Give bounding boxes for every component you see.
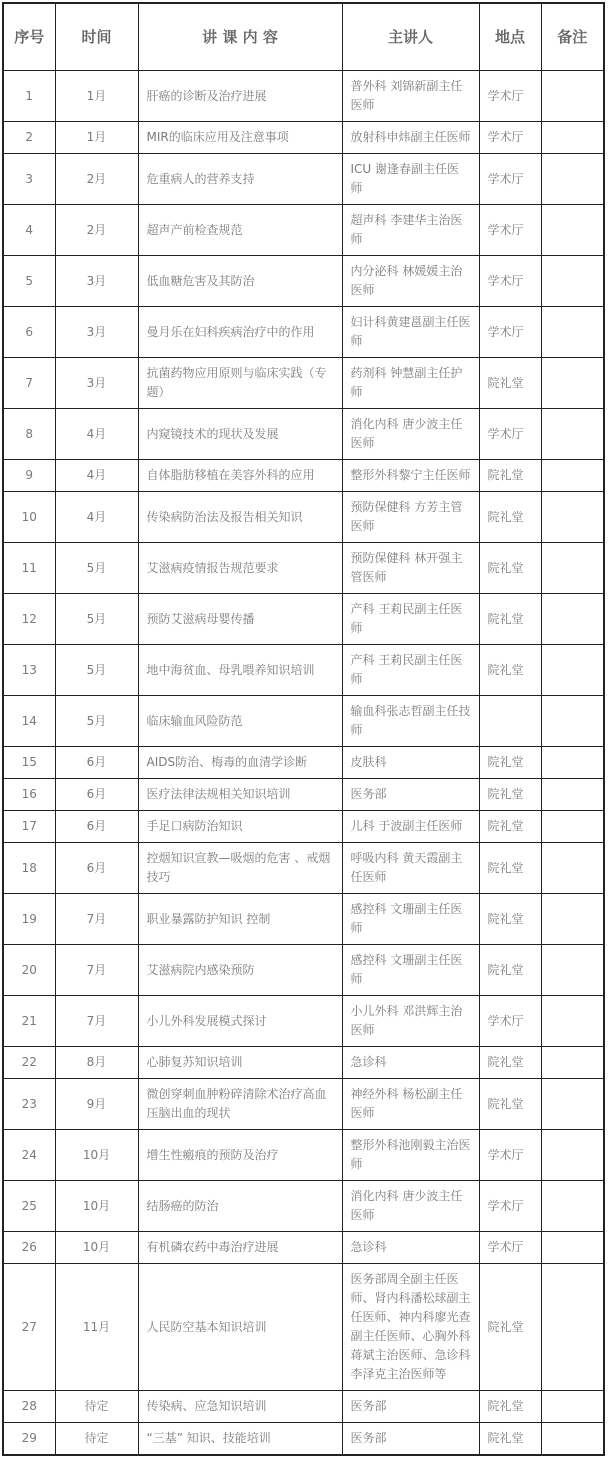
cell-time: 3月 [55, 358, 138, 409]
cell-time: 2月 [55, 154, 138, 205]
cell-content: AIDS防治、梅毒的血清学诊断 [138, 747, 342, 779]
cell-index: 7 [3, 358, 55, 409]
cell-remark [541, 460, 604, 492]
table-row [3, 594, 604, 645]
cell-remark [541, 843, 604, 894]
cell-speaker: 感控科 文珊副主任医师 [342, 945, 479, 996]
cell-content: 微创穿刺血肿粉碎清除术治疗高血压脑出血的现状 [138, 1079, 342, 1130]
cell-time: 7月 [55, 996, 138, 1047]
header-cell-remark: 备注 [541, 3, 604, 71]
table-row [3, 1079, 604, 1130]
cell-remark [541, 71, 604, 122]
cell-index: 2 [3, 122, 55, 154]
cell-time: 11月 [55, 1264, 138, 1391]
cell-index: 12 [3, 594, 55, 645]
cell-location: 院礼堂 [479, 945, 541, 996]
table-body [3, 71, 604, 1456]
cell-content: 超声产前检查规范 [138, 205, 342, 256]
cell-remark [541, 696, 604, 747]
cell-location: 院礼堂 [479, 543, 541, 594]
header-cell-time: 时间 [55, 3, 138, 71]
cell-index: 21 [3, 996, 55, 1047]
cell-speaker: 医务部 [342, 1423, 479, 1456]
cell-index: 29 [3, 1423, 55, 1456]
table-row [3, 945, 604, 996]
cell-content: 地中海贫血、母乳喂养知识培训 [138, 645, 342, 696]
table-row [3, 71, 604, 122]
table-row [3, 894, 604, 945]
cell-location: 学术厅 [479, 71, 541, 122]
cell-location: 院礼堂 [479, 1391, 541, 1423]
cell-remark [541, 256, 604, 307]
cell-content: 传染病、应急知识培训 [138, 1391, 342, 1423]
cell-remark [541, 543, 604, 594]
cell-time: 5月 [55, 543, 138, 594]
table-row [3, 409, 604, 460]
cell-time: 待定 [55, 1391, 138, 1423]
cell-time: 5月 [55, 594, 138, 645]
cell-index: 14 [3, 696, 55, 747]
cell-content: MIR的临床应用及注意事项 [138, 122, 342, 154]
table-row [3, 122, 604, 154]
cell-index: 10 [3, 492, 55, 543]
cell-time: 4月 [55, 460, 138, 492]
table-row [3, 543, 604, 594]
cell-location: 院礼堂 [479, 843, 541, 894]
cell-content: 预防艾滋病母婴传播 [138, 594, 342, 645]
cell-index: 28 [3, 1391, 55, 1423]
header-cell-location: 地点 [479, 3, 541, 71]
table-row [3, 1232, 604, 1264]
cell-content: 艾滋病疫情报告规范要求 [138, 543, 342, 594]
cell-index: 22 [3, 1047, 55, 1079]
table-row [3, 996, 604, 1047]
cell-time: 待定 [55, 1423, 138, 1456]
cell-location: 学术厅 [479, 307, 541, 358]
cell-index: 8 [3, 409, 55, 460]
cell-location: 院礼堂 [479, 1047, 541, 1079]
cell-content: 医疗法律法规相关知识培训 [138, 779, 342, 811]
cell-location: 院礼堂 [479, 747, 541, 779]
header-cell-index: 序号 [3, 3, 55, 71]
cell-time: 6月 [55, 811, 138, 843]
cell-content: 增生性瘢痕的预防及治疗 [138, 1130, 342, 1181]
cell-speaker: 皮肤科 [342, 747, 479, 779]
cell-index: 13 [3, 645, 55, 696]
table-row [3, 460, 604, 492]
cell-location: 学术厅 [479, 1232, 541, 1264]
table-row [3, 1181, 604, 1232]
cell-speaker: 整形外科池刚毅主治医师 [342, 1130, 479, 1181]
cell-speaker: 普外科 刘锦新副主任医师 [342, 71, 479, 122]
cell-speaker: 消化内科 唐少波主任医师 [342, 1181, 479, 1232]
cell-content: “三基” 知识、技能培训 [138, 1423, 342, 1456]
cell-remark [541, 1047, 604, 1079]
cell-remark [541, 205, 604, 256]
cell-time: 10月 [55, 1181, 138, 1232]
cell-remark [541, 894, 604, 945]
cell-time: 7月 [55, 894, 138, 945]
cell-speaker: 药剂科 钟慧副主任护师 [342, 358, 479, 409]
table-row [3, 843, 604, 894]
header-row [3, 3, 604, 71]
cell-location: 院礼堂 [479, 1264, 541, 1391]
lecture-schedule-table [2, 2, 605, 1456]
cell-speaker: 医务部 [342, 1391, 479, 1423]
table-row [3, 747, 604, 779]
table-row [3, 1391, 604, 1423]
cell-time: 4月 [55, 409, 138, 460]
cell-location: 院礼堂 [479, 811, 541, 843]
table-row [3, 696, 604, 747]
cell-time: 8月 [55, 1047, 138, 1079]
cell-remark [541, 154, 604, 205]
cell-content: 临床输血风险防范 [138, 696, 342, 747]
cell-speaker: 妇计科黄建邕副主任医师 [342, 307, 479, 358]
cell-remark [541, 358, 604, 409]
cell-remark [541, 1423, 604, 1456]
table-row [3, 645, 604, 696]
cell-remark [541, 945, 604, 996]
cell-remark [541, 409, 604, 460]
cell-remark [541, 492, 604, 543]
cell-speaker: 超声科 李建华主治医师 [342, 205, 479, 256]
cell-speaker: 产科 王莉民副主任医师 [342, 594, 479, 645]
cell-speaker: 输血科张志哲副主任技师 [342, 696, 479, 747]
cell-time: 2月 [55, 205, 138, 256]
table-row [3, 154, 604, 205]
cell-location: 学术厅 [479, 154, 541, 205]
cell-index: 16 [3, 779, 55, 811]
cell-time: 1月 [55, 122, 138, 154]
table-row [3, 307, 604, 358]
cell-speaker: 神经外科 杨松副主任医师 [342, 1079, 479, 1130]
cell-remark [541, 811, 604, 843]
cell-content: 曼月乐在妇科疾病治疗中的作用 [138, 307, 342, 358]
cell-location: 院礼堂 [479, 358, 541, 409]
cell-location: 学术厅 [479, 996, 541, 1047]
cell-index: 9 [3, 460, 55, 492]
cell-location: 院礼堂 [479, 492, 541, 543]
cell-speaker: 产科 王莉民副主任医师 [342, 645, 479, 696]
cell-location: 院礼堂 [479, 894, 541, 945]
cell-speaker: 医务部 [342, 779, 479, 811]
cell-remark [541, 747, 604, 779]
cell-content: 低血糖危害及其防治 [138, 256, 342, 307]
cell-location: 院礼堂 [479, 645, 541, 696]
cell-index: 19 [3, 894, 55, 945]
cell-location: 院礼堂 [479, 1079, 541, 1130]
cell-index: 11 [3, 543, 55, 594]
cell-index: 1 [3, 71, 55, 122]
table-row [3, 779, 604, 811]
cell-location: 学术厅 [479, 1130, 541, 1181]
cell-time: 1月 [55, 71, 138, 122]
cell-speaker: 预防保健科 方芳主管医师 [342, 492, 479, 543]
cell-location [479, 696, 541, 747]
cell-remark [541, 1391, 604, 1423]
cell-index: 26 [3, 1232, 55, 1264]
cell-remark [541, 1130, 604, 1181]
cell-index: 18 [3, 843, 55, 894]
cell-content: 手足口病防治知识 [138, 811, 342, 843]
cell-content: 心肺复苏知识培训 [138, 1047, 342, 1079]
cell-location: 学术厅 [479, 205, 541, 256]
cell-remark [541, 996, 604, 1047]
cell-index: 27 [3, 1264, 55, 1391]
cell-index: 24 [3, 1130, 55, 1181]
cell-content: 自体脂肪移植在美容外科的应用 [138, 460, 342, 492]
cell-speaker: 急诊科 [342, 1232, 479, 1264]
cell-content: 人民防空基本知识培训 [138, 1264, 342, 1391]
cell-location: 学术厅 [479, 409, 541, 460]
cell-speaker: 感控科 文珊副主任医师 [342, 894, 479, 945]
cell-speaker: 急诊科 [342, 1047, 479, 1079]
cell-speaker: 消化内科 唐少波主任医师 [342, 409, 479, 460]
cell-time: 9月 [55, 1079, 138, 1130]
table-header [3, 3, 604, 71]
cell-location: 学术厅 [479, 122, 541, 154]
cell-time: 4月 [55, 492, 138, 543]
cell-speaker: 整形外科黎宁主任医师 [342, 460, 479, 492]
cell-index: 5 [3, 256, 55, 307]
cell-index: 20 [3, 945, 55, 996]
cell-time: 3月 [55, 307, 138, 358]
cell-speaker: 预防保健科 林开强主管医师 [342, 543, 479, 594]
cell-remark [541, 1232, 604, 1264]
cell-speaker: 医务部周全副主任医师、肾内科潘松球副主任医师、神内科廖光查副主任医师、心胸外科蒋斌主治医师、急诊科李泽克主治医师等 [342, 1264, 479, 1391]
cell-index: 6 [3, 307, 55, 358]
cell-content: 结肠癌的防治 [138, 1181, 342, 1232]
cell-index: 15 [3, 747, 55, 779]
cell-speaker: 小儿外科 邓洪辉主治医师 [342, 996, 479, 1047]
cell-index: 23 [3, 1079, 55, 1130]
cell-time: 10月 [55, 1232, 138, 1264]
cell-remark [541, 122, 604, 154]
cell-remark [541, 1264, 604, 1391]
cell-speaker: 内分泌科 林媛媛主治医师 [342, 256, 479, 307]
cell-content: 艾滋病院内感染预防 [138, 945, 342, 996]
cell-content: 职业暴露防护知识 控制 [138, 894, 342, 945]
cell-speaker: 儿科 于波副主任医师 [342, 811, 479, 843]
cell-remark [541, 645, 604, 696]
cell-speaker: 放射科申炜副主任医师 [342, 122, 479, 154]
cell-remark [541, 594, 604, 645]
cell-location: 院礼堂 [479, 460, 541, 492]
cell-content: 控烟知识宣教—吸烟的危害 、戒烟技巧 [138, 843, 342, 894]
table-row [3, 1423, 604, 1456]
cell-remark [541, 307, 604, 358]
cell-location: 院礼堂 [479, 779, 541, 811]
cell-content: 传染病防治法及报告相关知识 [138, 492, 342, 543]
cell-content: 小儿外科发展模式探讨 [138, 996, 342, 1047]
cell-time: 5月 [55, 696, 138, 747]
header-cell-content: 讲 课 内 容 [138, 3, 342, 71]
table-row [3, 811, 604, 843]
table-row [3, 1130, 604, 1181]
cell-time: 10月 [55, 1130, 138, 1181]
table-row [3, 492, 604, 543]
table-row [3, 256, 604, 307]
cell-speaker: ICU 谢逢春副主任医师 [342, 154, 479, 205]
cell-remark [541, 1181, 604, 1232]
cell-location: 学术厅 [479, 256, 541, 307]
cell-location: 学术厅 [479, 1181, 541, 1232]
table-row [3, 205, 604, 256]
cell-content: 肝癌的诊断及治疗进展 [138, 71, 342, 122]
cell-content: 有机磷农药中毒治疗进展 [138, 1232, 342, 1264]
table-row [3, 358, 604, 409]
cell-time: 6月 [55, 747, 138, 779]
cell-time: 5月 [55, 645, 138, 696]
table-row [3, 1047, 604, 1079]
cell-index: 17 [3, 811, 55, 843]
cell-remark [541, 1079, 604, 1130]
cell-time: 7月 [55, 945, 138, 996]
cell-time: 6月 [55, 843, 138, 894]
cell-remark [541, 779, 604, 811]
cell-location: 院礼堂 [479, 594, 541, 645]
cell-speaker: 呼吸内科 黄天霞副主任医师 [342, 843, 479, 894]
table-row [3, 1264, 604, 1391]
cell-content: 内窥镜技术的现状及发展 [138, 409, 342, 460]
cell-index: 25 [3, 1181, 55, 1232]
cell-index: 4 [3, 205, 55, 256]
cell-time: 3月 [55, 256, 138, 307]
cell-time: 6月 [55, 779, 138, 811]
cell-index: 3 [3, 154, 55, 205]
cell-content: 抗菌药物应用原则与临床实践（专题） [138, 358, 342, 409]
cell-location: 院礼堂 [479, 1423, 541, 1456]
header-cell-speaker: 主讲人 [342, 3, 479, 71]
cell-content: 危重病人的营养支持 [138, 154, 342, 205]
